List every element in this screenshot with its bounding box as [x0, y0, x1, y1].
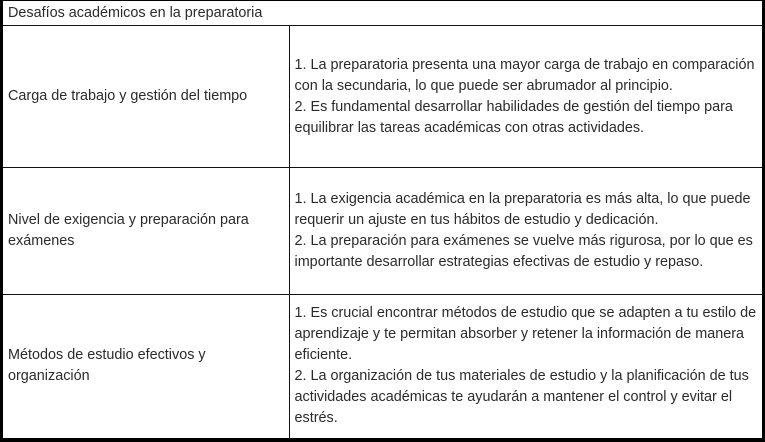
- detail-point: 2. Es fundamental desarrollar habilidades de gestión del tiempo para equilibrar las tareas académicas con otras actividades.: [294, 98, 733, 136]
- row-topic: Métodos de estudio efectivos y organización: [3, 294, 289, 438]
- detail-point: 1. La preparatoria presenta una mayor carga de trabajo en comparación con la secundaria, lo que puede ser abrumador al principio.: [294, 56, 755, 94]
- challenges-table: [3, 1, 762, 438]
- table-row: [3, 294, 762, 438]
- row-details: [289, 168, 762, 294]
- detail-point: 1. Es crucial encontrar métodos de estudio que se adapten a tu estilo de aprendizaje y te permitan absorber y retener la información de manera eficiente.: [294, 305, 757, 364]
- table-header-row: [3, 1, 762, 26]
- table-frame: [3, 1, 762, 438]
- table-row: [3, 168, 762, 294]
- row-details: [289, 26, 762, 168]
- detail-point: 2. La preparación para exámenes se vuelve más rigurosa, por lo que es importante desarrollar estrategias efectivas de estudio y repaso.: [294, 233, 753, 270]
- table-row: [3, 26, 762, 168]
- row-details: [289, 294, 762, 438]
- row-topic: Nivel de exigencia y preparación para exámenes: [3, 168, 289, 294]
- row-topic: Carga de trabajo y gestión del tiempo: [3, 26, 289, 168]
- detail-point: 1. La exigencia académica en la preparatoria es más alta, lo que puede requerir un ajuste en tus hábitos de estudio y dedicación.: [294, 191, 751, 228]
- table-title: Desafíos académicos en la preparatoria: [3, 1, 762, 26]
- detail-point: 2. La organización de tus materiales de estudio y la planificación de tus actividades académicas te ayudarán a mantener el control y evitar el estrés.: [294, 368, 749, 427]
